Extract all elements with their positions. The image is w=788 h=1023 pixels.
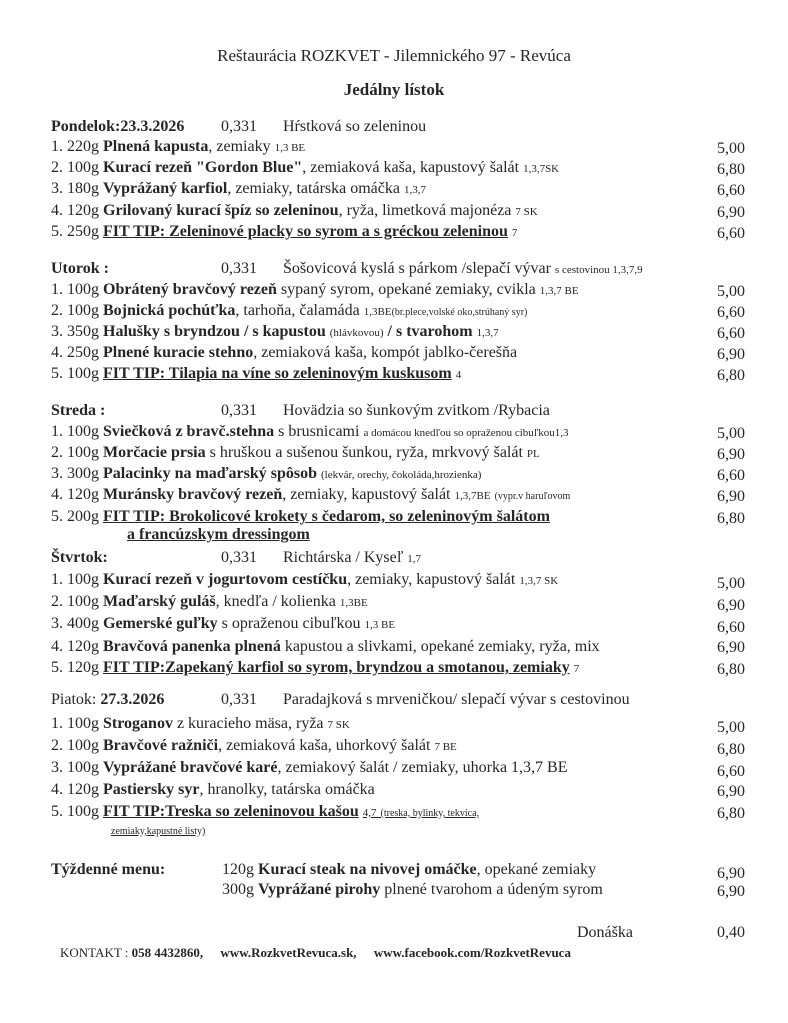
price: 6,90 (717, 597, 745, 614)
price: 6,90 (717, 783, 745, 800)
menu-item: 3. 300g Palacinky na maďarský spôsob (lekvár, orechy, čokoláda,hrozienka) (51, 465, 482, 482)
price: 6,80 (717, 805, 745, 822)
price: 6,60 (717, 619, 745, 636)
fit-tip-name: FIT TIP:Treska so zeleninovou kašou (103, 803, 359, 820)
menu-item: 4. 120g Muránsky bravčový rezeň, zemiaky, kapustový šalát 1,3,7BE (vypr.v haruľovom (51, 486, 571, 503)
contact-facebook: www.facebook.com/RozkvetRevuca (373, 945, 571, 960)
contact-phone: 058 4432860, (131, 945, 204, 960)
price: 6,60 (717, 182, 745, 199)
menu-item: 2. 100g Morčacie prsia s hruškou a sušenou šunkou, ryža, mrkvový šalát PL (51, 444, 540, 461)
menu-item: 4. 120g Bravčová panenka plnená kapustou a slivkami, opekané zemiaky, ryža, mix (51, 638, 600, 655)
soup-volume: 0,331 (221, 402, 257, 419)
dish-name: Pastiersky syr (103, 781, 200, 798)
contact-web: www.RozkvetRevuca.sk, (220, 945, 357, 960)
menu-item: 5. 250g FIT TIP: Zeleninové placky so syrom a s gréckou zeleninou 7 (51, 223, 518, 240)
day-label: Štvrtok: (51, 549, 108, 566)
price: 6,80 (717, 661, 745, 678)
day-label: 27.3.2026 (100, 691, 165, 708)
dish-name: Morčacie prsia (103, 444, 206, 461)
day-label: Utorok : (51, 260, 109, 277)
dish-name: Sviečková z bravč.stehna (103, 423, 275, 440)
delivery-price: 0,40 (717, 924, 745, 941)
day-header-friday: Piatok: 27.3.2026 0,331 Paradajková s mrveničkou/ slepačí vývar s cestovinou (51, 691, 630, 708)
fit-tip-name: FIT TIP:Zapekaný karfiol so syrom, bryndzou a smotanou, zemiaky (103, 659, 570, 676)
dish-name: Kurací rezeň v jogurtovom cestíčku (103, 571, 348, 588)
price: 6,90 (717, 488, 745, 505)
menu-item: 4. 120g Pastiersky syr, hranolky, tatárska omáčka (51, 781, 375, 798)
soup-volume: 0,331 (221, 118, 257, 135)
price: 6,80 (717, 510, 745, 527)
price: 6,90 (717, 446, 745, 463)
day-label: Pondelok:23.3.2026 (51, 118, 185, 135)
dish-name: Obrátený bravčový rezeň (103, 281, 277, 298)
dish-name: Vyprážaný karfiol (103, 180, 228, 197)
price: 5,00 (717, 425, 745, 442)
price: 6,90 (717, 865, 745, 882)
dish-name: Kurací steak na nivovej omáčke (258, 861, 477, 878)
menu-item: 4. 120g Grilovaný kurací špíz so zeleninou, ryža, limetková majonéza 7 SK (51, 202, 538, 219)
restaurant-header: Reštaurácia ROZKVET - Jilemnického 97 - Revúca (217, 46, 571, 65)
menu-item: 5. 120g FIT TIP:Zapekaný karfiol so syrom, bryndzou a smotanou, zemiaky 7 (51, 659, 580, 676)
price: 6,60 (717, 225, 745, 242)
soup-name: Paradajková s mrveničkou/ slepačí vývar s cestovinou (283, 691, 630, 708)
soup-name: Šošovicová kyslá s párkom /slepačí vývar s cestovinou 1,3,7,9 (283, 260, 643, 277)
soup-volume: 0,331 (221, 691, 257, 708)
contact-line (60, 945, 571, 961)
day-header-thursday (51, 548, 421, 568)
dish-name: Maďarský guláš (103, 593, 216, 610)
day-label: Streda : (51, 402, 106, 419)
price: 5,00 (717, 719, 745, 736)
menu-item: 5. 100g FIT TIP: Tilapia na víne so zeleninovým kuskusom 4 (51, 365, 462, 382)
dish-name: Muránsky bravčový rezeň (103, 486, 283, 503)
dish-name: Plnené kuracie stehno (103, 344, 254, 361)
day-header-wednesday (51, 401, 550, 421)
price: 5,00 (717, 575, 745, 592)
dish-name: Vyprážané pirohy (258, 881, 381, 898)
menu-item: 4. 250g Plnené kuracie stehno, zemiaková kaša, kompót jablko-čerešňa (51, 344, 518, 361)
fit-tip-name: FIT TIP: Tilapia na víne so zeleninovým kuskusom (103, 365, 452, 382)
menu-title: Jedálny lístok (343, 80, 445, 99)
price: 6,90 (717, 346, 745, 363)
menu-item: 2. 100g Bravčové ražniči, zemiaková kaša, uhorkový šalát 7 BE (51, 737, 457, 754)
menu-item: 1. 100g Sviečková z bravč.stehna s brusnicami a domácou knedľou so opraženou cibuľkou1,3 (51, 423, 569, 440)
weekly-menu-label: Týždenné menu: (51, 861, 166, 878)
soup-name: Hŕstková so zeleninou (283, 118, 427, 135)
dish-name: Stroganov (103, 715, 173, 732)
dish-name: Grilovaný kurací špíz so zeleninou (103, 202, 339, 219)
contact-label: KONTAKT : (60, 945, 129, 960)
price: 6,60 (717, 763, 745, 780)
day-header-monday (51, 117, 427, 137)
fit-tip-continuation: zemiaky,kapustné listy) (111, 826, 206, 837)
price: 5,00 (717, 283, 745, 300)
menu-item: 3. 100g Vyprážané bravčové karé, zemiakový šalát / zemiaky, uhorka 1,3,7 BE (51, 759, 568, 776)
menu-item: 3. 180g Vyprážaný karfiol, zemiaky, tatárska omáčka 1,3,7 (51, 180, 426, 197)
dish-name: Bravčová panenka plnená (103, 638, 281, 655)
menu-item: 2. 100g Maďarský guláš, knedľa / kolienka 1,3BE (51, 593, 368, 610)
dish-name: Palacinky na maďarský spôsob (103, 465, 317, 482)
dish-name: Kurací rezeň "Gordon Blue" (103, 159, 303, 176)
menu-item: 1. 220g Plnená kapusta, zemiaky 1,3 BE (51, 138, 306, 155)
fit-tip-name: FIT TIP: Zeleninové placky so syrom a s gréckou zeleninou (103, 223, 508, 240)
dish-name: Gemerské guľky (103, 615, 218, 632)
menu-item: 3. 350g Halušky s bryndzou / s kapustou (hlávkovou) / s tvarohom 1,3,7 (51, 323, 499, 340)
delivery-label: Donáška (577, 924, 633, 941)
price: 6,90 (717, 883, 745, 900)
price: 6,60 (717, 304, 745, 321)
weekly-item: 120g Kurací steak na nivovej omáčke, opekané zemiaky (222, 861, 597, 878)
menu-item: 2. 100g Kurací rezeň "Gordon Blue", zemiaková kaša, kapustový šalát 1,3,7SK (51, 159, 560, 176)
dish-name: Bravčové ražniči (103, 737, 219, 754)
menu-item: 3. 400g Gemerské guľky s opraženou cibuľkou 1,3 BE (51, 615, 396, 632)
weekly-item: 300g Vyprážané pirohy plnené tvarohom a údeným syrom (222, 881, 603, 898)
menu-item: 2. 100g Bojnická pochúťka, tarhoňa, čalamáda 1,3BE(br.plece,volské oko,strúhaný syr) (51, 302, 528, 319)
price: 6,90 (717, 204, 745, 221)
dish-name: Halušky s bryndzou / s kapustou (103, 323, 326, 340)
dish-name: Vyprážané bravčové karé (103, 759, 278, 776)
price: 6,60 (717, 467, 745, 484)
price: 6,80 (717, 741, 745, 758)
fit-tip-continuation: a francúzskym dressingom (127, 526, 310, 543)
day-header-tuesday (51, 259, 643, 279)
soup-name: Richtárska / Kyseľ 1,7 (283, 549, 421, 566)
price: 6,90 (717, 639, 745, 656)
price: 5,00 (717, 140, 745, 157)
soup-volume: 0,331 (221, 260, 257, 277)
soup-name: Hovädzia so šunkovým zvitkom /Rybacia (283, 402, 550, 419)
menu-item: 5. 100g FIT TIP:Treska so zeleninovou kašou 4,7 (treska, bylinky, tekvica, (51, 803, 480, 820)
dish-name: Bojnická pochúťka (103, 302, 236, 319)
fit-tip-name: FIT TIP: Brokolicové krokety s čedarom, so zeleninovým šalátom (103, 508, 550, 525)
price: 6,80 (717, 161, 745, 178)
dish-name: Plnená kapusta (103, 138, 209, 155)
price: 6,60 (717, 325, 745, 342)
menu-item: 5. 200g FIT TIP: Brokolicové krokety s čedarom, so zeleninovým šalátom (51, 508, 550, 525)
price: 6,80 (717, 367, 745, 384)
menu-item: 1. 100g Kurací rezeň v jogurtovom cestíčku, zemiaky, kapustový šalát 1,3,7 SK (51, 571, 559, 588)
menu-item: 1. 100g Stroganov z kuracieho mäsa, ryža 7 SK (51, 715, 350, 732)
menu-item: 1. 100g Obrátený bravčový rezeň sypaný syrom, opekané zemiaky, cvikla 1,3,7 BE (51, 281, 579, 298)
soup-volume: 0,331 (221, 549, 257, 566)
